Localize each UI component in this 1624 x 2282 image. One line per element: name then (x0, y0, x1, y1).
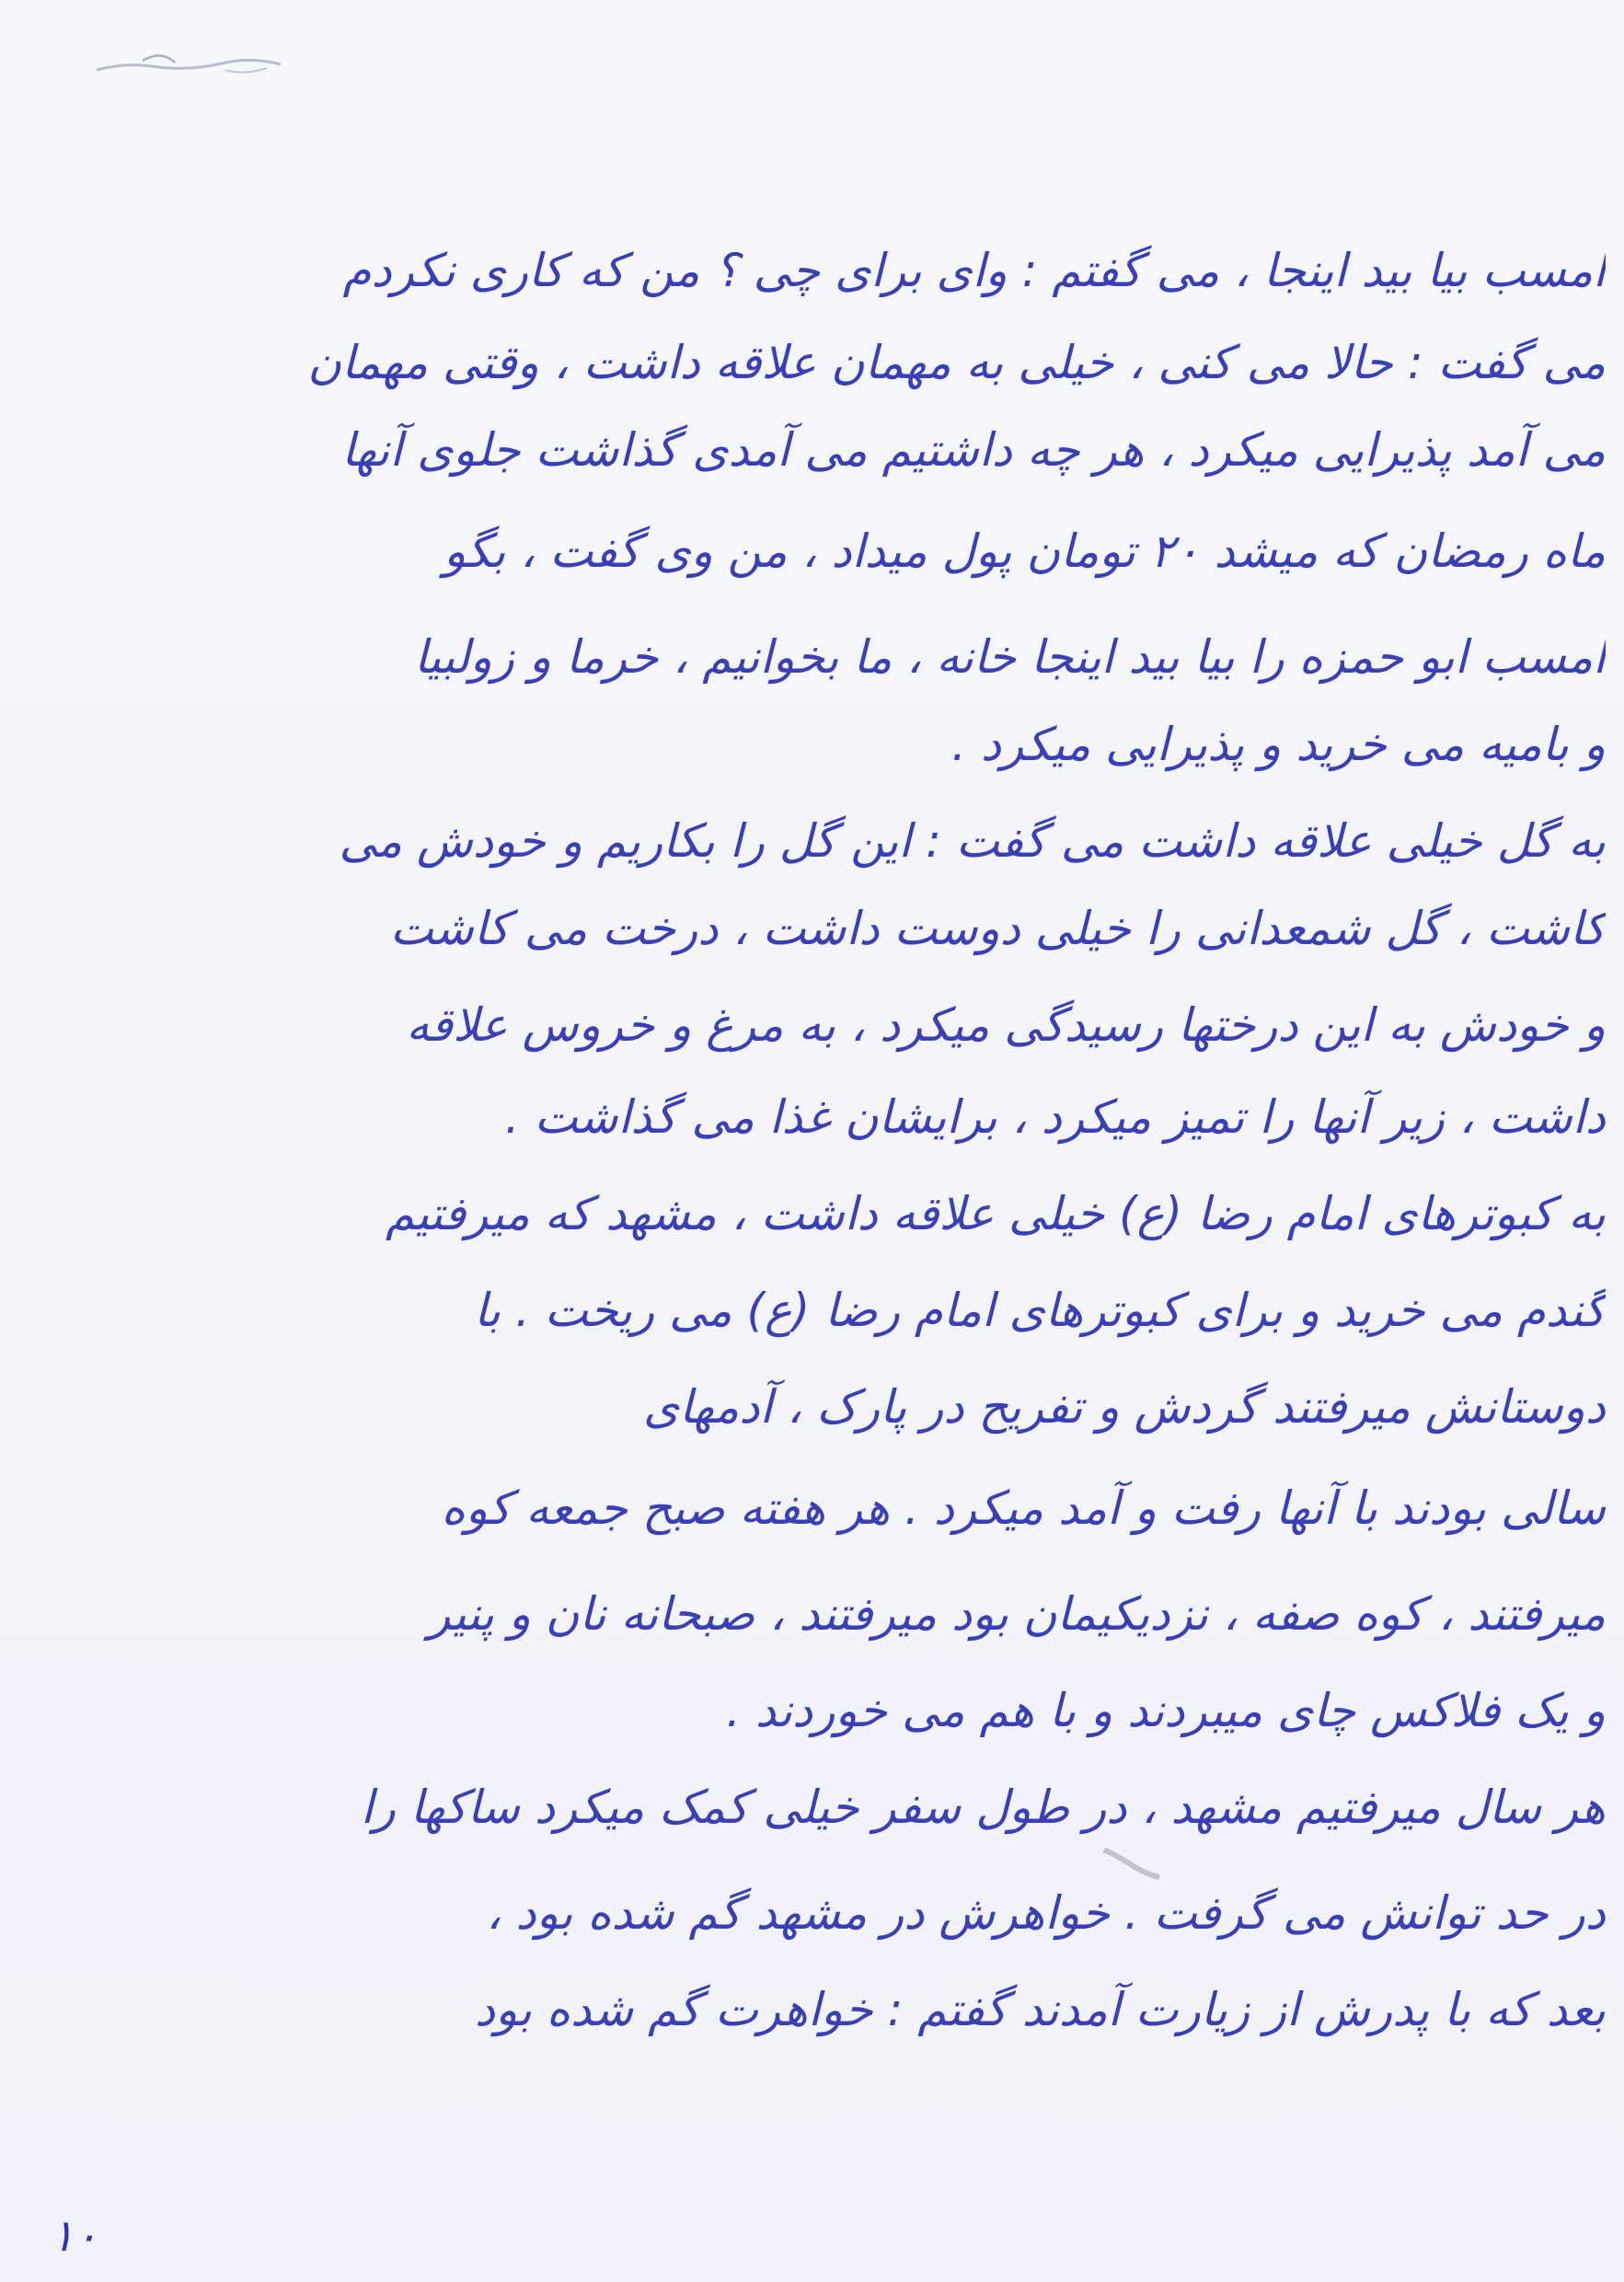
text-line: و بامیه می خرید و پذیرایی میکرد . (951, 718, 1606, 771)
text-line: دوستانش میرفتند گردش و تفریح در پارک ، آدمهای (643, 1380, 1606, 1434)
text-line: بعد که با پدرش از زیارت آمدند گفتم : خواهرت گم شده بود (474, 1983, 1606, 2036)
text-line: گندم می خرید و برای کبوترهای امام رضا (ع) می ریخت . با (473, 1284, 1606, 1337)
text-line: هر سال میرفتیم مشهد ، در طول سفر خیلی کمک میکرد ساکها را (360, 1781, 1606, 1834)
text-line: به کبوترهای امام رضا (ع) خیلی علاقه داشت ، مشهد که میرفتیم (385, 1187, 1606, 1240)
text-line: به گل خیلی علاقه داشت می گفت : این گل را بکاریم و خودش می (339, 814, 1606, 868)
text-line: در حد توانش می گرفت . خواهرش در مشهد گم شده بود ، (486, 1886, 1606, 1940)
text-line: میرفتند ، کوه صفه ، نزدیکیمان بود میرفتند ، صبحانه نان و پنیر (428, 1587, 1606, 1641)
text-line: امسب ابو حمزه را بیا بید اینجا خانه ، ما بخوانیم ، خرما و زولبیا (414, 630, 1606, 684)
page-number: ۱۰ (51, 2210, 98, 2262)
text-line: سالی بودند با آنها رفت و آمد میکرد . هر هفته صبح جمعه کوه (441, 1481, 1606, 1535)
text-line: داشت ، زیر آنها را تمیز میکرد ، برایشان غذا می گذاشت . (504, 1090, 1606, 1144)
ink-smudge-icon (1100, 1840, 1164, 1882)
text-line: کاشت ، گل شمعدانی را خیلی دوست داشت ، درخت می کاشت (389, 902, 1606, 955)
text-line: و خودش به این درختها رسیدگی میکرد ، به مرغ و خروس علاقه (406, 998, 1606, 1052)
text-line: امسب بیا بید اینجا ، می گفتم : وای برای چی ؟ من که کاری نکردم (342, 244, 1606, 297)
text-line: می آمد پذیرایی میکرد ، هر چه داشتیم می آمدی گذاشت جلوی آنها (341, 423, 1606, 477)
text-line: و یک فلاکس چای میبردند و با هم می خوردند . (726, 1684, 1606, 1737)
text-line: می گفت : حالا می کنی ، خیلی به مهمان علاقه داشت ، وقتی مهمان (307, 336, 1606, 389)
text-line: ماه رمضان که میشد ۲۰ تومان پول میداد ، من وی گفت ، بگو (443, 524, 1606, 578)
